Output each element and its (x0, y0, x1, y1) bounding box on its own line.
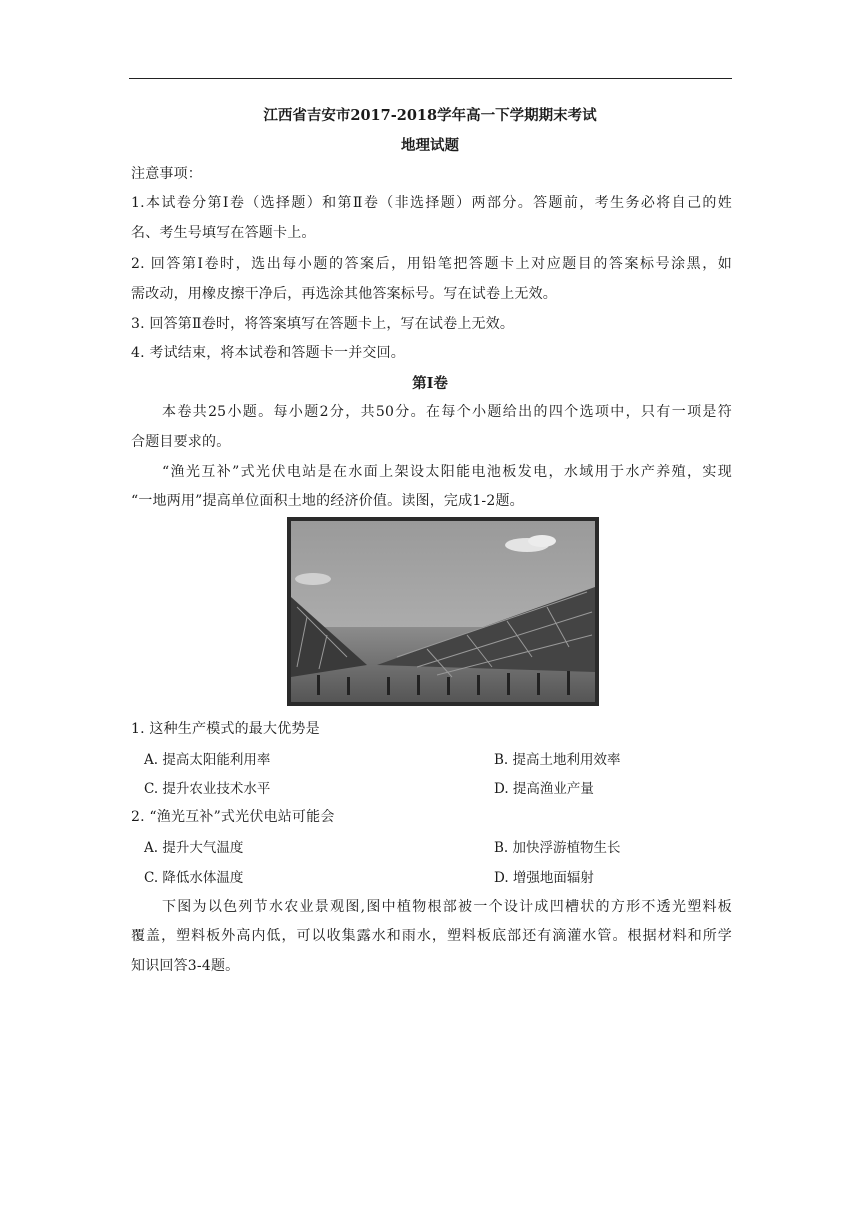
passage-text: 知识回答3-4题。 (131, 958, 240, 974)
section-intro: 本卷共25小题。每小题2分，共50分。在每个小题给出的四个选项中，只有一项是符 (162, 404, 732, 420)
passage-text: “渔光互补”式光伏电站是在水面上架设太阳能电池板发电，水域用于水产养殖，实现 (162, 464, 732, 480)
section-heading: 第Ⅰ卷 (412, 375, 448, 392)
section-intro: 合题目要求的。 (131, 434, 231, 450)
solar-fishery-photo (287, 517, 599, 706)
question-option: B. 提高土地利用效率 (494, 752, 621, 768)
question-option: D. 增强地面辐射 (494, 870, 594, 886)
question-option: C. 提升农业技术水平 (144, 781, 271, 797)
question-option: A. 提升大气温度 (144, 840, 244, 856)
exam-title: 江西省吉安市2017-2018学年高一下学期期末考试 (263, 107, 597, 124)
passage-text: 下图为以色列节水农业景观图,图中植物根部被一个设计成凹槽状的方形不透光塑料板 (162, 899, 732, 915)
notes-item: 名、考生号填写在答题卡上。 (131, 225, 316, 241)
question-option: C. 降低水体温度 (144, 870, 244, 886)
notes-item: 1.本试卷分第Ⅰ卷（选择题）和第Ⅱ卷（非选择题）两部分。答题前，考生务必将自己的姓 (131, 195, 732, 211)
passage-text: 覆盖，塑料板外高内低，可以收集露水和雨水，塑料板底部还有滴灌水管。根据材料和所学 (131, 928, 732, 944)
solar-panel-image (287, 517, 599, 706)
notes-item: 4. 考试结束，将本试卷和答题卡一并交回。 (131, 345, 406, 361)
notes-item: 需改动，用橡皮擦干净后，再选涂其他答案标号。写在试卷上无效。 (131, 286, 557, 302)
notes-item: 2. 回答第Ⅰ卷时，选出每小题的答案后，用铅笔把答题卡上对应题目的答案标号涂黑，如 (131, 256, 732, 272)
question-option: A. 提高太阳能利用率 (144, 752, 271, 768)
question-stem: 1. 这种生产模式的最大优势是 (131, 721, 320, 737)
notes-item: 3. 回答第Ⅱ卷时，将答案填写在答题卡上，写在试卷上无效。 (131, 316, 515, 332)
notes-heading: 注意事项： (131, 166, 202, 182)
header-rule (129, 78, 732, 79)
passage-text: “一地两用”提高单位面积土地的经济价值。读图，完成1-2题。 (131, 493, 524, 509)
exam-subtitle: 地理试题 (401, 137, 459, 154)
question-option: B. 加快浮游植物生长 (494, 840, 621, 856)
question-stem: 2. “渔光互补”式光伏电站可能会 (131, 809, 335, 825)
question-option: D. 提高渔业产量 (494, 781, 594, 797)
